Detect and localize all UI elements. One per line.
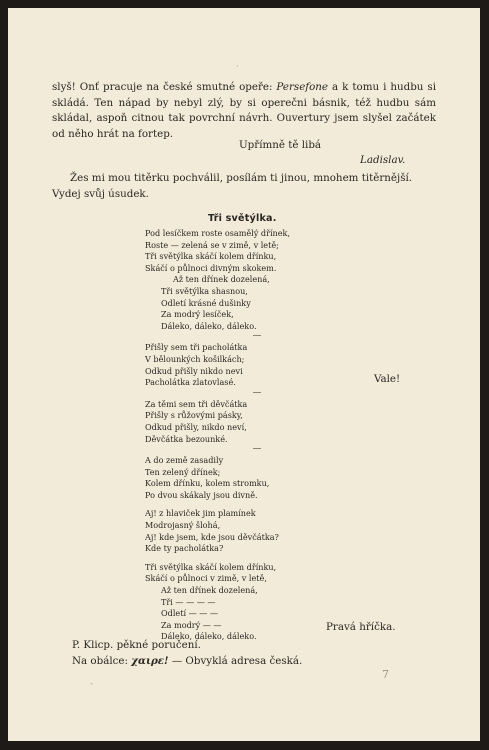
poem-body: [145, 228, 290, 643]
stanza-divider: [253, 448, 261, 449]
vale-text: Vale!: [374, 373, 401, 385]
text-line: slyš! Onť pracuje na české smutné opeře: Persefone a k tomu i hudbu si: [52, 81, 436, 93]
poem-stanza: [145, 562, 290, 585]
poem-verse: Až ten dřínek dozelená,: [161, 585, 258, 596]
poem-verse: Pod lesíčkem roste osamělý dřínek,: [145, 228, 291, 238]
poem-verse: Tři — — — —: [161, 596, 216, 607]
poem-verse: Po dvou skákaly jsou divně.: [145, 489, 258, 500]
poem-verse: A do země zasadily: [145, 455, 224, 466]
poem-verse: Za těmi sem tři děvčátka: [145, 398, 248, 409]
poem-verse: Za modrý lesíček,: [161, 309, 234, 320]
envelope-greek: χαιρε!: [131, 655, 169, 667]
poem-verse: Přišly sem tři pacholátka: [145, 342, 248, 353]
postscript-line: P. Klicp. pěkné poručení.: [72, 639, 201, 651]
poem-verse: Tři světýlka skáčí kolem dřínku,: [145, 561, 277, 572]
poem-verse: Pacholátka zlatovlasé.: [145, 377, 236, 388]
closing-greeting: Upřímně tě libá: [239, 139, 322, 151]
envelope-line: [72, 654, 302, 669]
text-line: skládá. Ten nápad by nebyl zlý, by si operečni básnik, též hudbu sám: [52, 96, 436, 109]
poem-stanza: [145, 342, 290, 388]
poem-verse: Tři světýlka skáčí kolem dřínku,: [145, 251, 277, 262]
poem-verse: Kolem dřínku, kolem stromku,: [145, 478, 270, 489]
poem-verse: Až ten dřínek dozelená,: [173, 274, 270, 285]
poem-verse: Za modrý — —: [161, 619, 222, 630]
letter-page: [8, 8, 480, 741]
poem-verse: Kde ty pacholátka?: [145, 543, 224, 554]
poem-verse: Skáčí o půlnoci v zimě, v letě,: [145, 573, 267, 584]
signature: Ladislav.: [360, 154, 406, 166]
poem-stanza: [145, 585, 290, 643]
poem-verse: Dáleko, dáleko, dáleko.: [161, 631, 257, 642]
poem-stanza: [145, 274, 290, 332]
poem-verse: Roste — zelená se v zimě, v letě;: [145, 239, 279, 250]
text-line: od něho hrát na fortep.: [52, 127, 174, 140]
poem-verse: Odkud přišly, nikdo neví,: [145, 421, 247, 432]
page-mark: ·: [236, 62, 239, 71]
poem-verse: Odletí krásné dušinky: [161, 297, 251, 308]
poem-title: Tři světýlka.: [208, 213, 277, 224]
stanza-divider: [253, 392, 261, 393]
poem-stanza: [145, 508, 290, 554]
envelope-rest: — Obvyklá adresa česká.: [171, 655, 303, 667]
poem-verse: Tři světýlka shasnou,: [161, 285, 248, 296]
stanza-divider: [253, 335, 261, 336]
page-mark-7: 7: [382, 668, 389, 681]
poem-stanza: [145, 455, 290, 501]
text-line: skládal, aspoň citnou tak povrchní návrh. Ouvertury jsem slyšel začátek: [52, 112, 436, 125]
poem-verse: Přišly s růžovými pásky,: [145, 410, 243, 421]
ink-speck: ˎ: [90, 674, 94, 685]
poem-verse: Skáčí o půlnoci divným skokem.: [145, 262, 277, 273]
intro-paragraph: [52, 80, 436, 142]
poem-verse: Ten zelený dřínek;: [145, 466, 221, 477]
poem-verse: Aj! z hlaviček jim plamínek: [145, 508, 256, 519]
poem-verse: Děvčátka bezounké.: [145, 433, 228, 444]
poem-verse: Odletí — — —: [161, 608, 219, 619]
poem-verse: Aj! kde jsem, kde jsou děvčátka?: [145, 531, 279, 542]
poem-verse: Dáleko, dáleko, dáleko.: [161, 320, 257, 331]
poem-stanza: [145, 228, 290, 274]
prava-hricka-text: Pravá hříčka.: [326, 621, 396, 633]
poem-verse: Modrojasný šlohá,: [145, 520, 221, 531]
envelope-label: Na obálce:: [72, 655, 128, 667]
poem-stanza: [145, 399, 290, 445]
second-paragraph: [52, 171, 436, 202]
text-line: Vydej svůj úsudek.: [52, 187, 149, 200]
poem-verse: V bělounkých košilkách;: [145, 353, 245, 364]
poem-verse: Odkud přišly nikdo nevi: [145, 365, 243, 376]
text-line: Žes mi mou titěrku pochválil, posílám ti jinou, mnohem titěrnější.: [70, 172, 413, 184]
